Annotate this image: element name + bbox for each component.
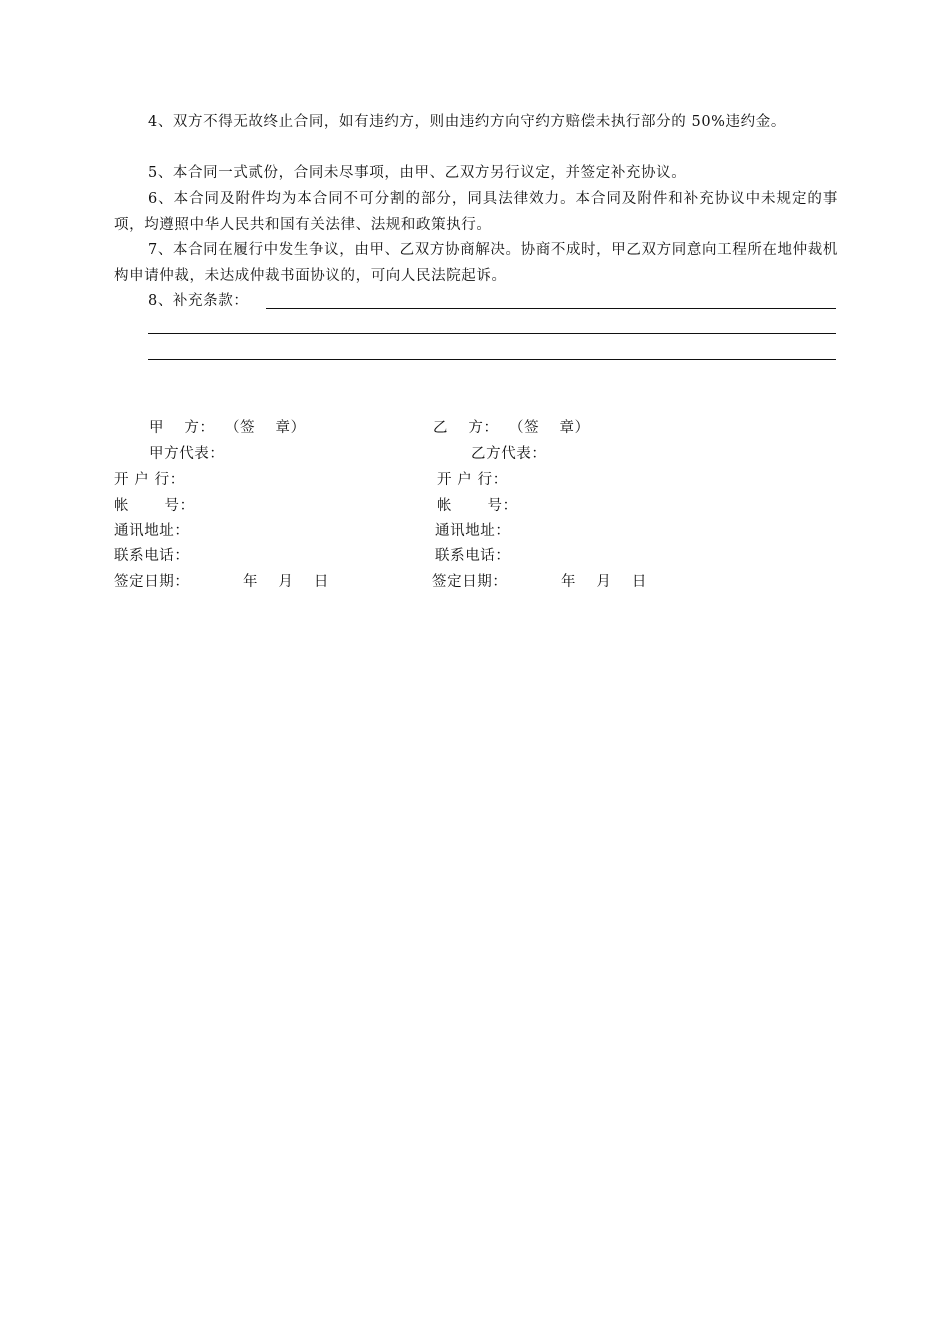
clause-6: 6、本合同及附件均为本合同不可分割的部分，同具法律效力。本合同及附件和补充协议中未规定的事项，均遵照中华人民共和国有关法律、法规和政策执行。 <box>114 191 838 233</box>
supplementary-line-2[interactable] <box>148 333 836 334</box>
supplementary-line-1[interactable] <box>266 308 836 309</box>
party-a-signature: 甲 方： （签 章） <box>149 420 306 436</box>
clause-5: 5、本合同一式贰份，合同未尽事项，由甲、乙双方另行议定，并签定补充协议。 <box>148 165 687 181</box>
clause-8-label: 8、补充条款： <box>148 293 249 309</box>
party-a-date-units: 年 月 日 <box>243 574 329 590</box>
party-b-address: 通讯地址： <box>435 523 511 539</box>
party-b-account: 帐 号： <box>437 498 518 514</box>
party-b-date-units: 年 月 日 <box>561 574 647 590</box>
party-b-date-label: 签定日期： <box>432 574 508 590</box>
party-a-bank: 开 户 行： <box>114 472 185 488</box>
party-b-bank: 开 户 行： <box>437 472 508 488</box>
supplementary-line-3[interactable] <box>148 359 836 360</box>
party-a-date-label: 签定日期： <box>114 574 190 590</box>
party-b-phone: 联系电话： <box>435 548 511 564</box>
party-a-address: 通讯地址： <box>114 523 190 539</box>
party-a-phone: 联系电话： <box>114 548 190 564</box>
party-a-account: 帐 号： <box>114 498 195 514</box>
party-b-representative: 乙方代表： <box>471 446 547 462</box>
clause-7: 7、本合同在履行中发生争议，由甲、乙双方协商解决。协商不成时，甲乙双方同意向工程所在地仲裁机构申请仲裁，未达成仲裁书面协议的，可向人民法院起诉。 <box>114 242 838 284</box>
clause-4: 4、双方不得无故终止合同，如有违约方，则由违约方向守约方赔偿未执行部分的 50%违约金。 <box>148 114 786 130</box>
party-b-signature: 乙 方： （签 章） <box>433 420 590 436</box>
party-a-representative: 甲方代表： <box>149 446 225 462</box>
